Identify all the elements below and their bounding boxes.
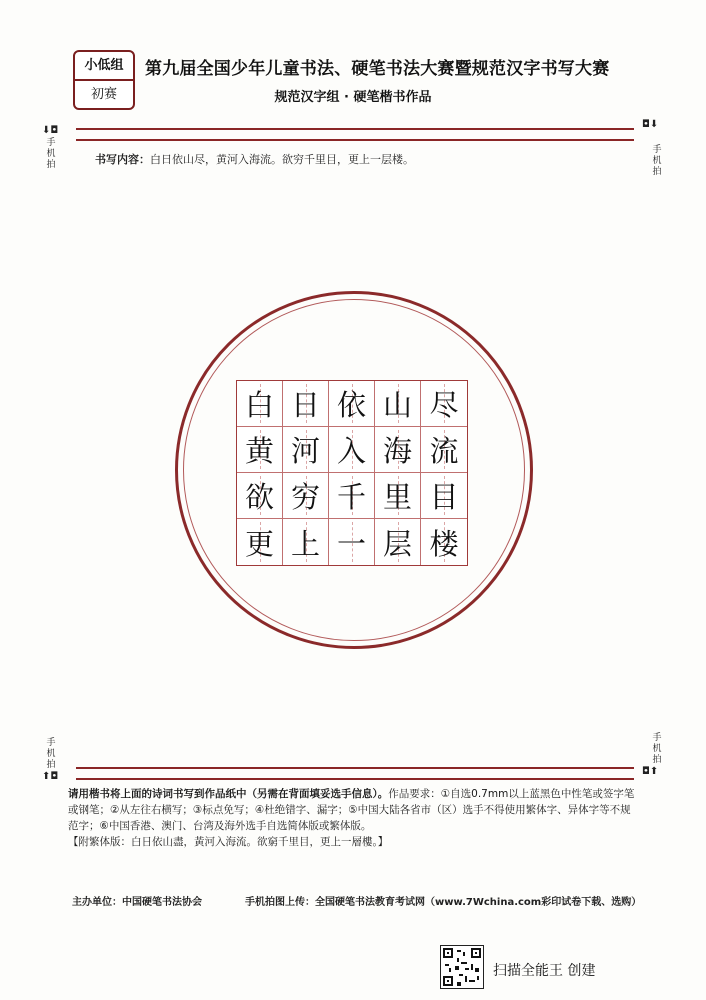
phone-label-bottom-right: 手机拍	[652, 733, 662, 765]
grid-character: 一	[336, 526, 366, 561]
calligraphy-grid	[236, 380, 468, 566]
grid-character: 流	[429, 434, 459, 468]
writing-content	[95, 151, 414, 167]
grid-character: 上	[290, 526, 320, 561]
grid-cell	[237, 381, 283, 427]
grid-cell	[421, 381, 467, 427]
grid-cell	[237, 519, 283, 565]
grid-character: 层	[382, 526, 412, 561]
scanner-watermark: 扫描全能王 创建	[493, 963, 596, 979]
phone-label-top-left: 手机拍	[46, 138, 56, 170]
grid-character: 日	[290, 388, 320, 422]
grid-character: 尽	[429, 388, 459, 422]
grid-cell	[329, 381, 375, 427]
grid-character: 目	[429, 480, 459, 514]
upload-info: 手机拍图上传：全国硬笔书法教育考试网（www.7Wchina.com彩印试卷下载、选购）	[245, 897, 642, 908]
grid-character: 穷	[290, 480, 320, 514]
grid-character: 里	[382, 480, 412, 514]
grid-cell	[375, 519, 421, 565]
grid-character: 海	[382, 434, 412, 468]
grid-character: 更	[244, 526, 274, 561]
grid-character: 黄	[244, 434, 274, 468]
grid-cell	[283, 519, 329, 565]
grid-cell	[421, 427, 467, 473]
organizer: 主办单位：中国硬笔书法协会	[72, 897, 202, 908]
grid-character: 白	[244, 388, 274, 422]
page-title: 第九届全国少年儿童书法、硬笔书法大赛暨规范汉字书写大赛	[145, 59, 610, 79]
grid-cell	[283, 473, 329, 519]
requirements-body: 作品要求：①自选0.7mm以上蓝黑色中性笔或签字笔或钢笔；②从左往右横写；③标点免写；④杜绝错字、漏字；⑤中国大陆各省市（区）选手不得使用繁体字、异体字等不规范字；⑥中国香港、澳门、台湾及海外选手自选简体版或繁体版。	[68, 788, 635, 832]
grid-cell	[375, 381, 421, 427]
grid-cell	[283, 381, 329, 427]
grid-character: 山	[382, 388, 412, 422]
phone-label-top-right: 手机拍	[652, 145, 662, 177]
badge-stage-label: 初赛	[90, 87, 117, 102]
grid-cell	[283, 427, 329, 473]
grid-cell	[421, 519, 467, 565]
grid-cell	[329, 519, 375, 565]
grid-cell	[237, 473, 283, 519]
grid-cell	[329, 473, 375, 519]
grid-cell	[329, 427, 375, 473]
grid-character: 楼	[429, 526, 459, 561]
grid-cell	[375, 427, 421, 473]
page-subtitle: 规范汉字组 · 硬笔楷书作品	[274, 90, 432, 105]
grid-character: 欲	[244, 480, 274, 514]
grid-character: 河	[290, 434, 320, 468]
writing-content-text: 白日依山尽，黄河入海流。欲穷千里目，更上一层楼。	[150, 153, 414, 166]
camera-marker-top-right: ◘⬇	[642, 119, 659, 130]
grid-character: 千	[336, 480, 366, 514]
camera-marker-bottom-right: ◘⬆	[642, 766, 659, 777]
grid-cell	[237, 427, 283, 473]
requirements-traditional: 【附繁体版：白日依山盡，黃河入海流。欲窮千里目，更上一層樓。】	[68, 836, 389, 848]
bottom-divider	[76, 767, 634, 780]
requirements	[68, 786, 636, 850]
camera-marker-bottom-left: ⬆◘	[42, 771, 59, 782]
grid-cell	[375, 473, 421, 519]
top-divider	[76, 128, 634, 141]
badge-group-label: 小低组	[75, 52, 133, 81]
writing-content-label: 书写内容：	[95, 153, 150, 166]
grid-cell	[421, 473, 467, 519]
qr-code-icon	[440, 945, 484, 989]
requirements-lead: 请用楷书将上面的诗词书写到作品纸中（另需在背面填妥选手信息）。	[68, 788, 389, 800]
grid-character: 入	[336, 434, 366, 468]
grid-character: 依	[336, 388, 366, 422]
phone-label-bottom-left: 手机拍	[46, 738, 56, 770]
camera-marker-top-left: ⬇◘	[42, 125, 59, 136]
